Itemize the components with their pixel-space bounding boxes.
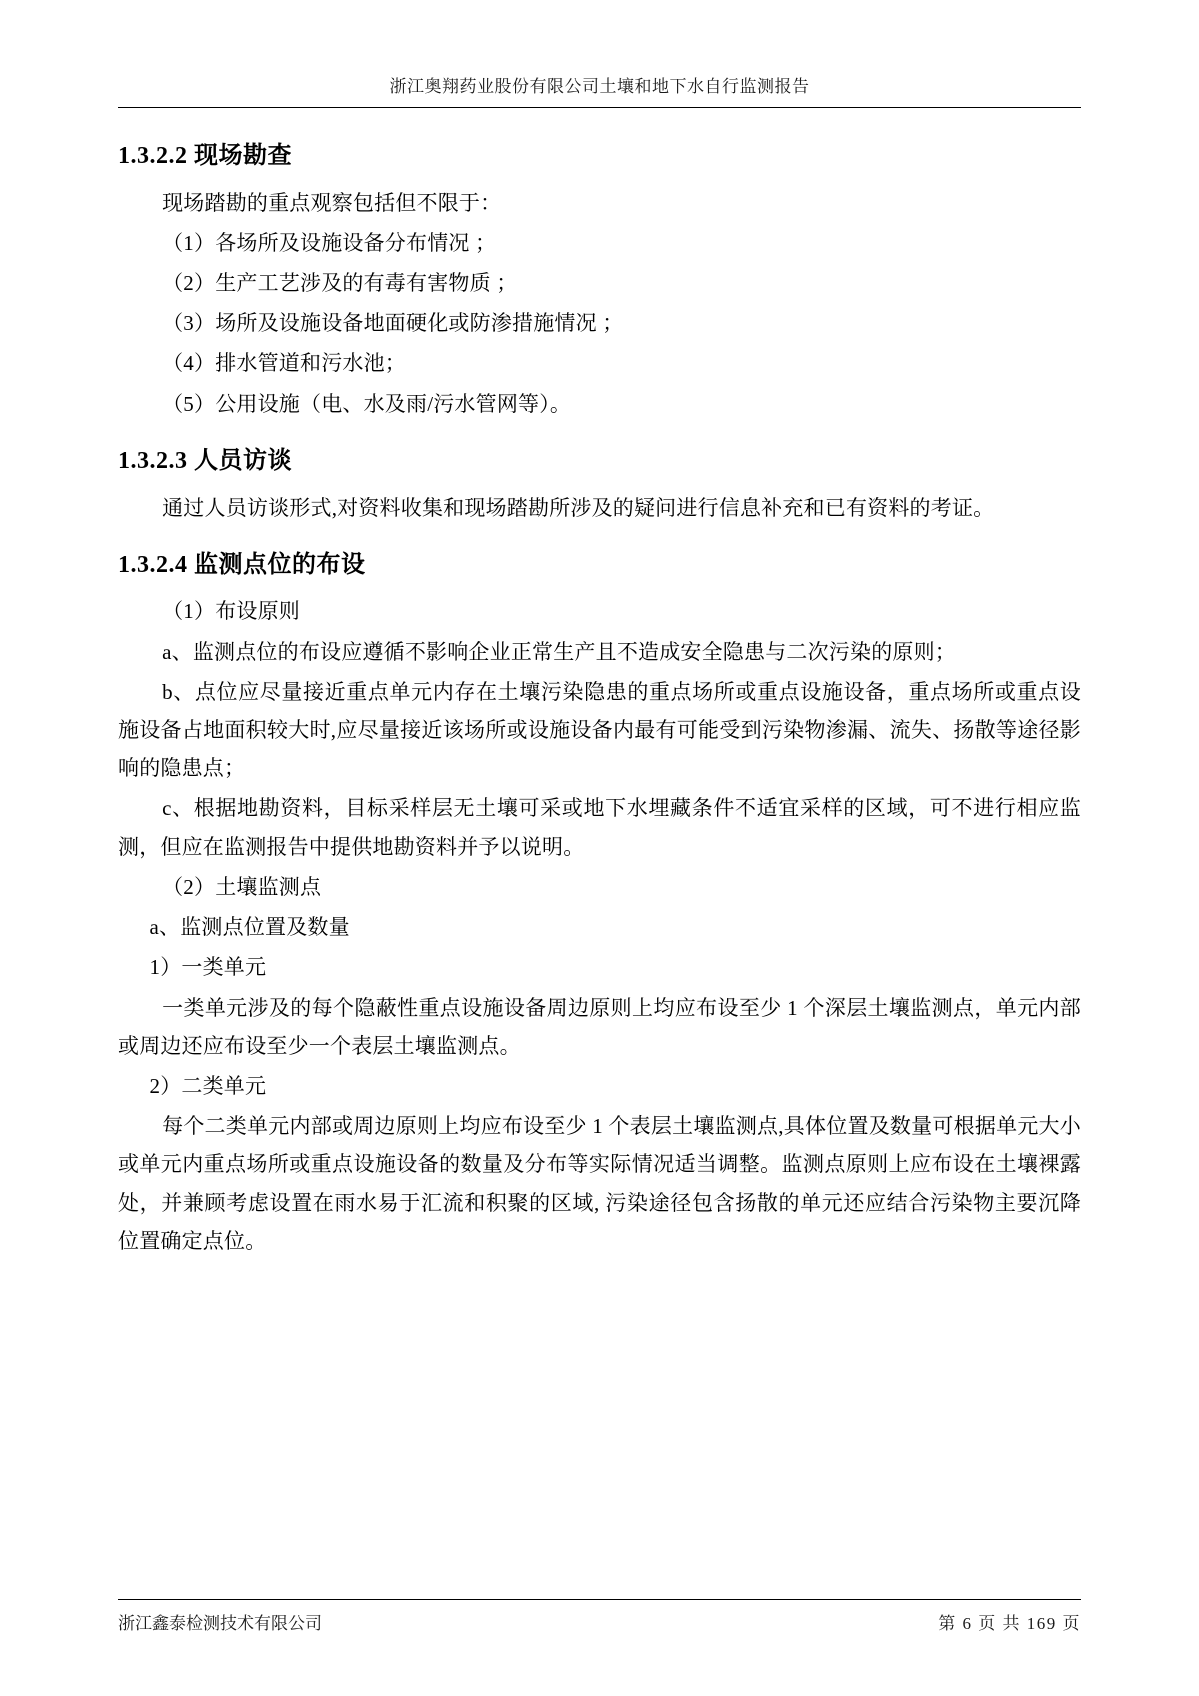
- paragraph: （1）布设原则: [162, 599, 300, 624]
- page-footer: [118, 1599, 1081, 1634]
- footer-company: 浙江鑫泰检测技术有限公司: [118, 1614, 322, 1633]
- paragraph: （4）排水管道和污水池；: [162, 351, 406, 376]
- footer-page-number: 第 6 页 共 169 页: [938, 1614, 1081, 1633]
- section-heading-1-3-2-3: 1.3.2.3 人员访谈: [118, 447, 292, 474]
- paragraph: 现场踏勘的重点观察包括但不限于：: [162, 190, 502, 215]
- paragraph: （2）生产工艺涉及的有毒有害物质 ；: [162, 271, 518, 296]
- page-content: [118, 108, 1081, 1260]
- paragraph: （3）场所及设施设备地面硬化或防渗措施情况 ；: [162, 311, 624, 336]
- paragraph: （1）各场所及设施设备分布情况 ；: [162, 230, 497, 255]
- paragraph: （2）土壤监测点: [162, 874, 322, 899]
- paragraph: 一类单元涉及的每个隐蔽性重点设施设备周边原则上均应布设至少 1 个深层土壤监测点，单元内部或周边还应布设至少一个表层土壤监测点。: [118, 995, 1081, 1058]
- paragraph: 1）一类单元: [149, 955, 267, 980]
- paragraph: b、点位应尽量接近重点单元内存在土壤污染隐患的重点场所或重点设施设备，重点场所或重点设施设备占地面积较大时,应尽量接近该场所或设施设备内最有可能受到污染物渗漏、流失、扬散等途径影响的隐患点；: [118, 679, 1081, 781]
- paragraph: 通过人员访谈形式,对资料收集和现场踏勘所涉及的疑问进行信息补充和已有资料的考证。: [162, 495, 995, 520]
- paragraph: 每个二类单元内部或周边原则上均应布设至少 1 个表层土壤监测点,具体位置及数量可根据单元大小或单元内重点场所或重点设施设备的数量及分布等实际情况适当调整。监测点原则上应布设在土壤裸露处，并兼顾考虑设置在雨水易于汇流和积聚的区域, 污染途径包含扬散的单元还应结合污染物主要沉降位置确定点位。: [118, 1114, 1081, 1253]
- page-header: 浙江奥翔药业股份有限公司土壤和地下水自行监测报告: [118, 72, 1081, 108]
- paragraph: a、监测点位的布设应遵循不影响企业正常生产且不造成安全隐患与二次污染的原则；: [162, 639, 957, 664]
- paragraph: a、监测点位置及数量: [149, 915, 350, 940]
- section-heading-1-3-2-4: 1.3.2.4 监测点位的布设: [118, 551, 366, 578]
- section-heading-1-3-2-2: 1.3.2.2 现场勘查: [118, 143, 292, 169]
- paragraph: （5）公用设施（电、水及雨/污水管网等）。: [162, 391, 572, 416]
- paragraph: 2）二类单元: [149, 1073, 267, 1098]
- paragraph: c、根据地勘资料，目标采样层无土壤可采或地下水埋藏条件不适宜采样的区域，可不进行相应监测，但应在监测报告中提供地勘资料并予以说明。: [118, 796, 1081, 859]
